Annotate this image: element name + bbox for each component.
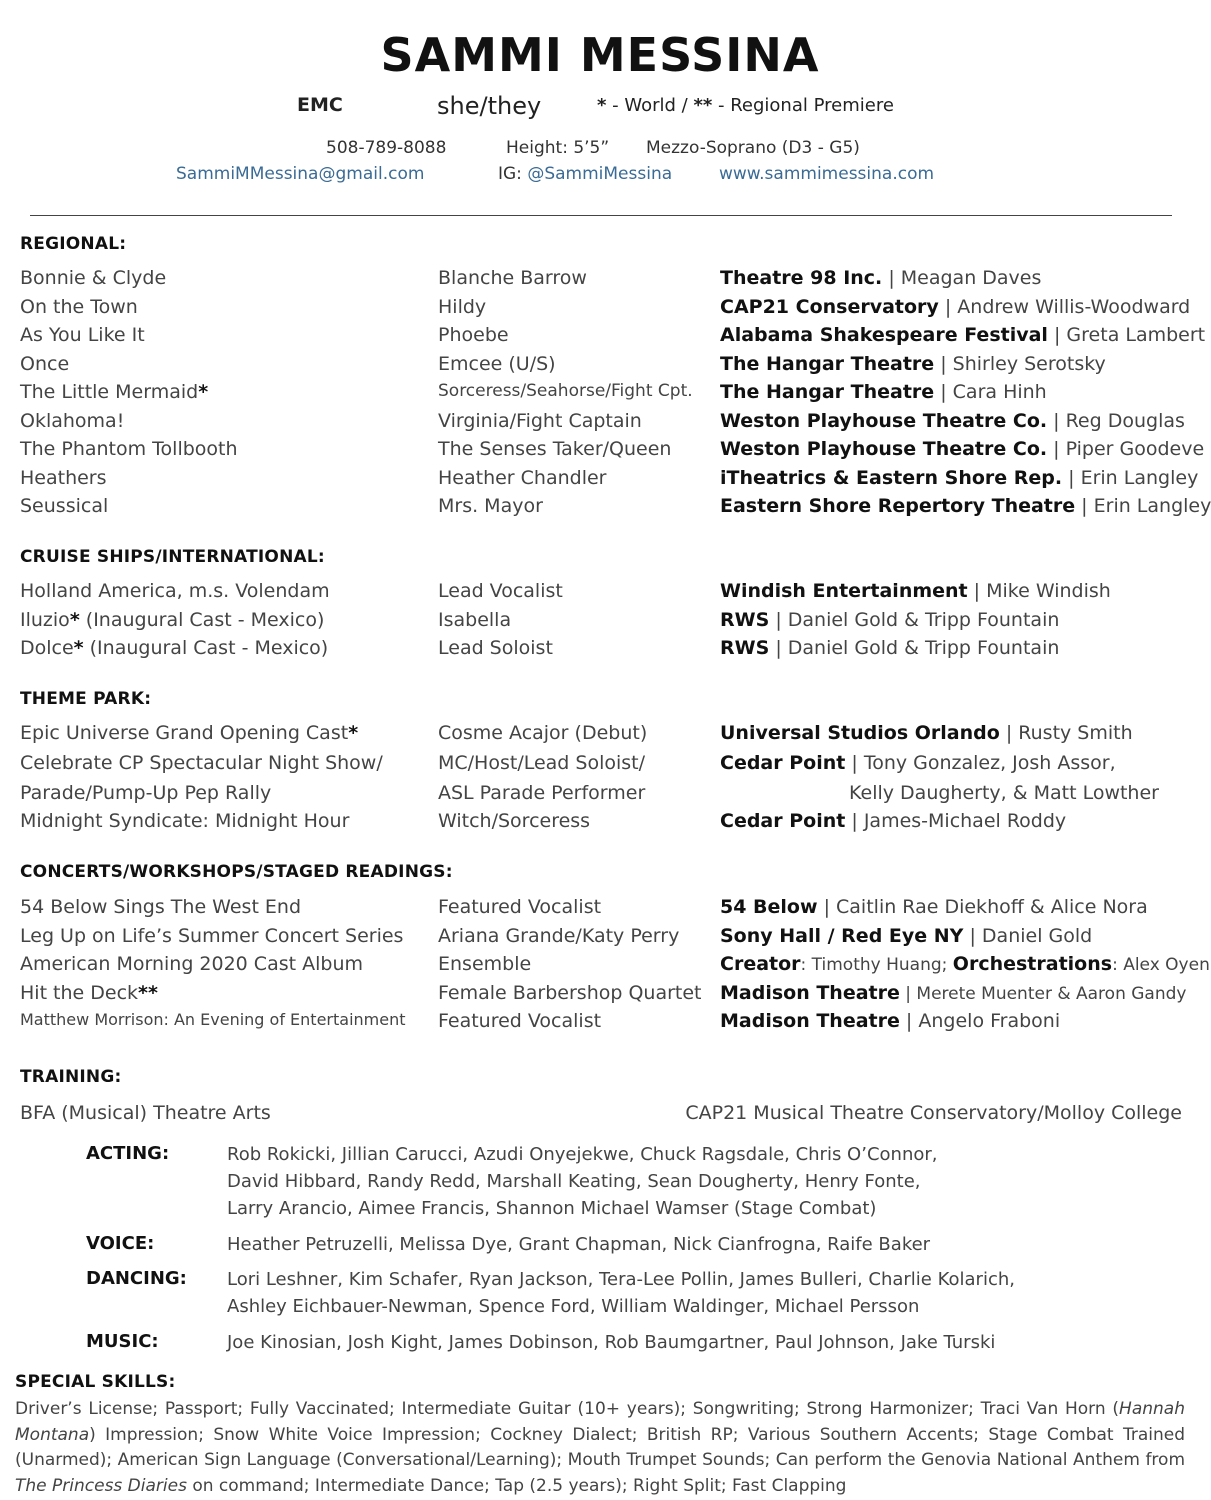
show-name: Leg Up on Life’s Summer Concert Series (20, 924, 404, 947)
company-director (720, 722, 1133, 744)
show-title (20, 782, 271, 804)
show-name: Iluzio (20, 608, 70, 631)
acting-line-2: David Hibbard, Randy Redd, Marshall Keating, Sean Dougherty, Henry Fonte, (227, 1171, 921, 1192)
dancing-teachers (227, 1266, 1015, 1320)
credit-row (0, 953, 1210, 981)
credit-row (0, 722, 1200, 750)
show-title (20, 722, 358, 744)
instagram (498, 164, 672, 184)
credit-row (0, 982, 1200, 1010)
show-title (20, 495, 108, 517)
ig-handle-link[interactable]: @SammiMessina (527, 164, 673, 184)
director-name: | Cara Hinh (934, 381, 1047, 403)
company-director (720, 609, 1059, 631)
company-name: Eastern Shore Repertory Theatre (720, 495, 1076, 517)
show-detail: (Inaugural Cast - Mexico) (83, 637, 329, 659)
company-director (720, 438, 1204, 460)
union-status: EMC (297, 94, 343, 116)
training-school: CAP21 Musical Theatre Conservatory/Molloy College (685, 1102, 1182, 1124)
director-name: : Alex Oyen (1112, 955, 1210, 975)
show-title (20, 1010, 406, 1029)
company-director (720, 353, 1106, 375)
company-director (720, 982, 1186, 1004)
credit-row (0, 467, 1200, 495)
company-name: CAP21 Conservatory (720, 295, 939, 318)
role-name: Isabella (438, 608, 512, 631)
company-director (720, 810, 1066, 832)
show-title (20, 982, 158, 1004)
company-director (720, 1010, 1060, 1032)
credit-row (0, 810, 1200, 838)
company-name: Universal Studios Orlando (720, 722, 1000, 744)
show-title (20, 296, 138, 318)
company-name: RWS (720, 637, 770, 659)
credit-row (0, 495, 1211, 523)
show-name: Heathers (20, 466, 107, 489)
director-name: | James-Michael Roddy (845, 810, 1067, 832)
height: Height: 5’5” (506, 138, 610, 158)
music-label: MUSIC: (86, 1331, 159, 1352)
credit-row (0, 637, 1200, 665)
credit-row (0, 896, 1200, 924)
voice-teachers: Heather Petruzelli, Melissa Dye, Grant Chapman, Nick Cianfrogna, Raife Baker (227, 1234, 931, 1255)
director-name: | Erin Langley (1062, 466, 1199, 489)
credit-row (0, 324, 1206, 352)
company-name: iTheatrics & Eastern Shore Rep. (720, 466, 1063, 489)
company-director (720, 752, 1116, 774)
show-name: Hit the Deck (20, 981, 139, 1004)
credit-row (0, 438, 1205, 466)
special-skills-text (15, 1397, 1185, 1499)
role-name: Ariana Grande/Katy Perry (438, 924, 680, 947)
show-title (20, 925, 403, 947)
resume-name: SAMMI MESSINA (380, 28, 820, 82)
role-name: Mrs. Mayor (438, 495, 543, 517)
section-title-skills: SPECIAL SKILLS: (15, 1372, 176, 1392)
credit-row (0, 1010, 1200, 1038)
role-name: ASL Parade Performer (438, 782, 646, 804)
company-name: Sony Hall / Red Eye NY (720, 924, 964, 947)
show-title (20, 637, 328, 659)
premiere-star: * (348, 722, 359, 744)
show-title (20, 410, 124, 432)
premiere-star: * (69, 608, 80, 631)
header-divider (30, 215, 1172, 216)
company-name: The Hangar Theatre (720, 381, 935, 403)
company-name: Madison Theatre (720, 1010, 900, 1032)
premiere-legend (597, 95, 894, 116)
role-name: Sorceress/Seahorse/Fight Cpt. (438, 381, 693, 401)
role-name: Emcee (U/S) (438, 352, 556, 375)
role-name: Lead Vocalist (438, 580, 563, 602)
acting-teachers (227, 1141, 937, 1222)
show-title (20, 810, 349, 832)
credit-row (0, 925, 1200, 953)
credit-row (0, 580, 1200, 608)
show-name: Celebrate CP Spectacular Night Show/ (20, 752, 383, 774)
credit-row (0, 296, 1200, 324)
voice-label: VOICE: (86, 1233, 155, 1254)
company-name: 54 Below (720, 896, 818, 918)
role-name: Featured Vocalist (438, 896, 602, 918)
credit-row (0, 752, 1200, 780)
credit-row (0, 267, 1200, 295)
show-name: Matthew Morrison: An Evening of Entertainment (20, 1010, 406, 1029)
website-link[interactable]: www.sammimessina.com (719, 164, 935, 184)
show-name: Seussical (20, 495, 109, 517)
director-name: | Daniel Gold & Tripp Fountain (769, 637, 1060, 659)
role-name: Hildy (438, 295, 487, 318)
show-title (20, 953, 363, 975)
show-detail: (Inaugural Cast - Mexico) (79, 608, 325, 631)
show-name: Oklahoma! (20, 409, 125, 432)
acting-label: ACTING: (86, 1143, 170, 1164)
phone-number[interactable]: 508-789-8088 (326, 138, 447, 158)
company-director (720, 953, 1210, 975)
company-name: Creator (720, 953, 801, 975)
legend-star-double: ** (693, 95, 713, 116)
role-name: The Senses Taker/Queen (438, 438, 672, 460)
section-title-concerts: CONCERTS/WORKSHOPS/STAGED READINGS: (20, 862, 453, 882)
show-name: Holland America, m.s. Volendam (20, 580, 330, 602)
role-name: Phoebe (438, 324, 509, 346)
dancing-line-2: Ashley Eichbauer-Newman, Spence Ford, William Waldinger, Michael Persson (227, 1296, 920, 1317)
company-name: Orchestrations (952, 953, 1113, 975)
premiere-star: ** (138, 981, 158, 1004)
acting-line-3: Larry Arancio, Aimee Francis, Shannon Michael Wamser (Stage Combat) (227, 1198, 877, 1219)
email-link[interactable]: SammiMMessina@gmail.com (176, 164, 425, 184)
director-name: | Merete Muenter & Aaron Gandy (899, 983, 1187, 1004)
role-name: Featured Vocalist (438, 1010, 602, 1032)
ig-label: IG: (498, 164, 528, 184)
director-name: | Andrew Willis-Woodward (938, 295, 1191, 318)
director-name: | Tony Gonzalez, Josh Assor, (845, 752, 1116, 774)
company-director (720, 410, 1185, 432)
company-name: Madison Theatre (720, 981, 900, 1004)
premiere-star: * (198, 381, 209, 403)
music-teachers: Joe Kinosian, Josh Kight, James Dobinson, Rob Baumgartner, Paul Johnson, Jake Turski (227, 1332, 996, 1353)
director-name: | Angelo Fraboni (899, 1010, 1061, 1032)
legend-star-single: * (597, 95, 607, 116)
role-name: Cosme Acajor (Debut) (438, 722, 648, 744)
company-director (720, 925, 1092, 947)
company-director (720, 467, 1198, 489)
role-name: Blanche Barrow (438, 267, 587, 289)
director-name: | Piper Goodeve (1047, 438, 1205, 460)
credit-row (0, 353, 1200, 381)
company-name: Weston Playhouse Theatre Co. (720, 438, 1048, 460)
role-name: Ensemble (438, 953, 532, 975)
dancing-label: DANCING: (86, 1268, 187, 1289)
show-name: The Little Mermaid (20, 381, 199, 403)
show-title (20, 324, 145, 346)
company-director (720, 896, 1148, 918)
pronouns: she/they (437, 92, 542, 120)
role-name: Female Barbershop Quartet (438, 981, 702, 1004)
show-name: 54 Below Sings The West End (20, 896, 302, 918)
director-name: | Daniel Gold (963, 924, 1093, 947)
section-title-theme-park: THEME PARK: (20, 689, 152, 709)
director-name-continued: Kelly Daugherty, & Matt Lowther (849, 782, 1159, 804)
skills-part-2: ) Impression; Snow White Voice Impression; Cockney Dialect; British RP; Various Southern Accents; Stage Combat Trained (Unarmed); American Sign Language (Conversational/Learning); Mouth Trumpet Sounds; Can perform the Genovia National Anthem from (15, 1424, 1185, 1470)
show-title (20, 752, 383, 774)
skills-italic-1: Hannah Montana (15, 1399, 1185, 1445)
company-director (720, 495, 1211, 517)
show-title (20, 467, 107, 489)
company-name: Alabama Shakespeare Festival (720, 324, 1048, 346)
show-name: On the Town (20, 295, 138, 318)
director-name: | Caitlin Rae Diekhoff & Alice Nora (817, 896, 1148, 918)
company-director (720, 580, 1111, 602)
show-name: As You Like It (20, 324, 145, 346)
company-name: The Hangar Theatre (720, 352, 935, 375)
company-name: Windish Entertainment (720, 580, 968, 602)
show-name: Parade/Pump-Up Pep Rally (20, 782, 272, 804)
premiere-star: * (73, 637, 84, 659)
director-name: : Timothy Huang; (800, 955, 953, 975)
company-director (720, 324, 1205, 346)
company-director (720, 267, 1041, 289)
skills-part-3: on command; Intermediate Dance; Tap (2.5 years); Right Split; Fast Clapping (186, 1475, 847, 1496)
show-name: Epic Universe Grand Opening Cast (20, 722, 349, 744)
director-name: | Meagan Daves (882, 267, 1042, 289)
director-name: | Daniel Gold & Tripp Fountain (769, 608, 1060, 631)
credit-row (0, 410, 1200, 438)
show-name: Bonnie & Clyde (20, 267, 167, 289)
company-name: Cedar Point (720, 752, 846, 774)
role-name: Lead Soloist (438, 637, 553, 659)
credit-row (0, 782, 1200, 810)
skills-italic-2: The Princess Diaries (15, 1475, 187, 1496)
training-degree: BFA (Musical) Theatre Arts (20, 1102, 271, 1124)
show-name: Once (20, 352, 70, 375)
show-title (20, 438, 238, 460)
director-name: | Reg Douglas (1047, 409, 1185, 432)
director-name: | Rusty Smith (999, 722, 1133, 744)
show-title (20, 609, 324, 631)
show-name: American Morning 2020 Cast Album (20, 953, 363, 975)
show-title (20, 381, 208, 403)
show-title (20, 580, 330, 602)
show-name: Midnight Syndicate: Midnight Hour (20, 810, 350, 832)
role-name: Heather Chandler (438, 466, 607, 489)
company-director (720, 296, 1190, 318)
role-name: MC/Host/Lead Soloist/ (438, 752, 646, 774)
company-name: Theatre 98 Inc. (720, 267, 883, 289)
skills-part-1: Driver’s License; Passport; Fully Vaccinated; Intermediate Guitar (10+ years); Songwriting; Strong Harmonizer; Traci Van Horn ( (15, 1399, 1120, 1419)
company-director (720, 381, 1047, 403)
director-name: | Shirley Serotsky (934, 352, 1106, 375)
role-name: Witch/Sorceress (438, 810, 591, 832)
section-title-cruise: CRUISE SHIPS/INTERNATIONAL: (20, 547, 325, 567)
voice-type: Mezzo-Soprano (D3 - G5) (646, 138, 860, 158)
director-name: | Erin Langley (1075, 495, 1211, 517)
show-title (20, 896, 301, 918)
company-name: Weston Playhouse Theatre Co. (720, 409, 1048, 432)
acting-line-1: Rob Rokicki, Jillian Carucci, Azudi Onyejekwe, Chuck Ragsdale, Chris O’Connor, (227, 1144, 938, 1165)
show-title (20, 267, 166, 289)
company-name: RWS (720, 608, 770, 631)
show-name: Dolce (20, 637, 74, 659)
show-name: The Phantom Tollbooth (20, 438, 238, 460)
legend-regional: - Regional Premiere (712, 95, 894, 116)
credit-row (0, 381, 1200, 409)
company-director (720, 637, 1059, 659)
director-name: | Mike Windish (967, 580, 1111, 602)
show-title (20, 353, 69, 375)
legend-world: - World / (606, 95, 694, 116)
section-title-regional: REGIONAL: (20, 234, 127, 254)
role-name: Virginia/Fight Captain (438, 409, 642, 432)
credit-row (0, 609, 1200, 637)
company-name: Cedar Point (720, 810, 846, 832)
director-name: | Greta Lambert (1047, 324, 1206, 346)
dancing-line-1: Lori Leshner, Kim Schafer, Ryan Jackson, Tera-Lee Pollin, James Bulleri, Charlie Kolarich, (227, 1269, 1015, 1290)
section-title-training: TRAINING: (20, 1067, 122, 1087)
